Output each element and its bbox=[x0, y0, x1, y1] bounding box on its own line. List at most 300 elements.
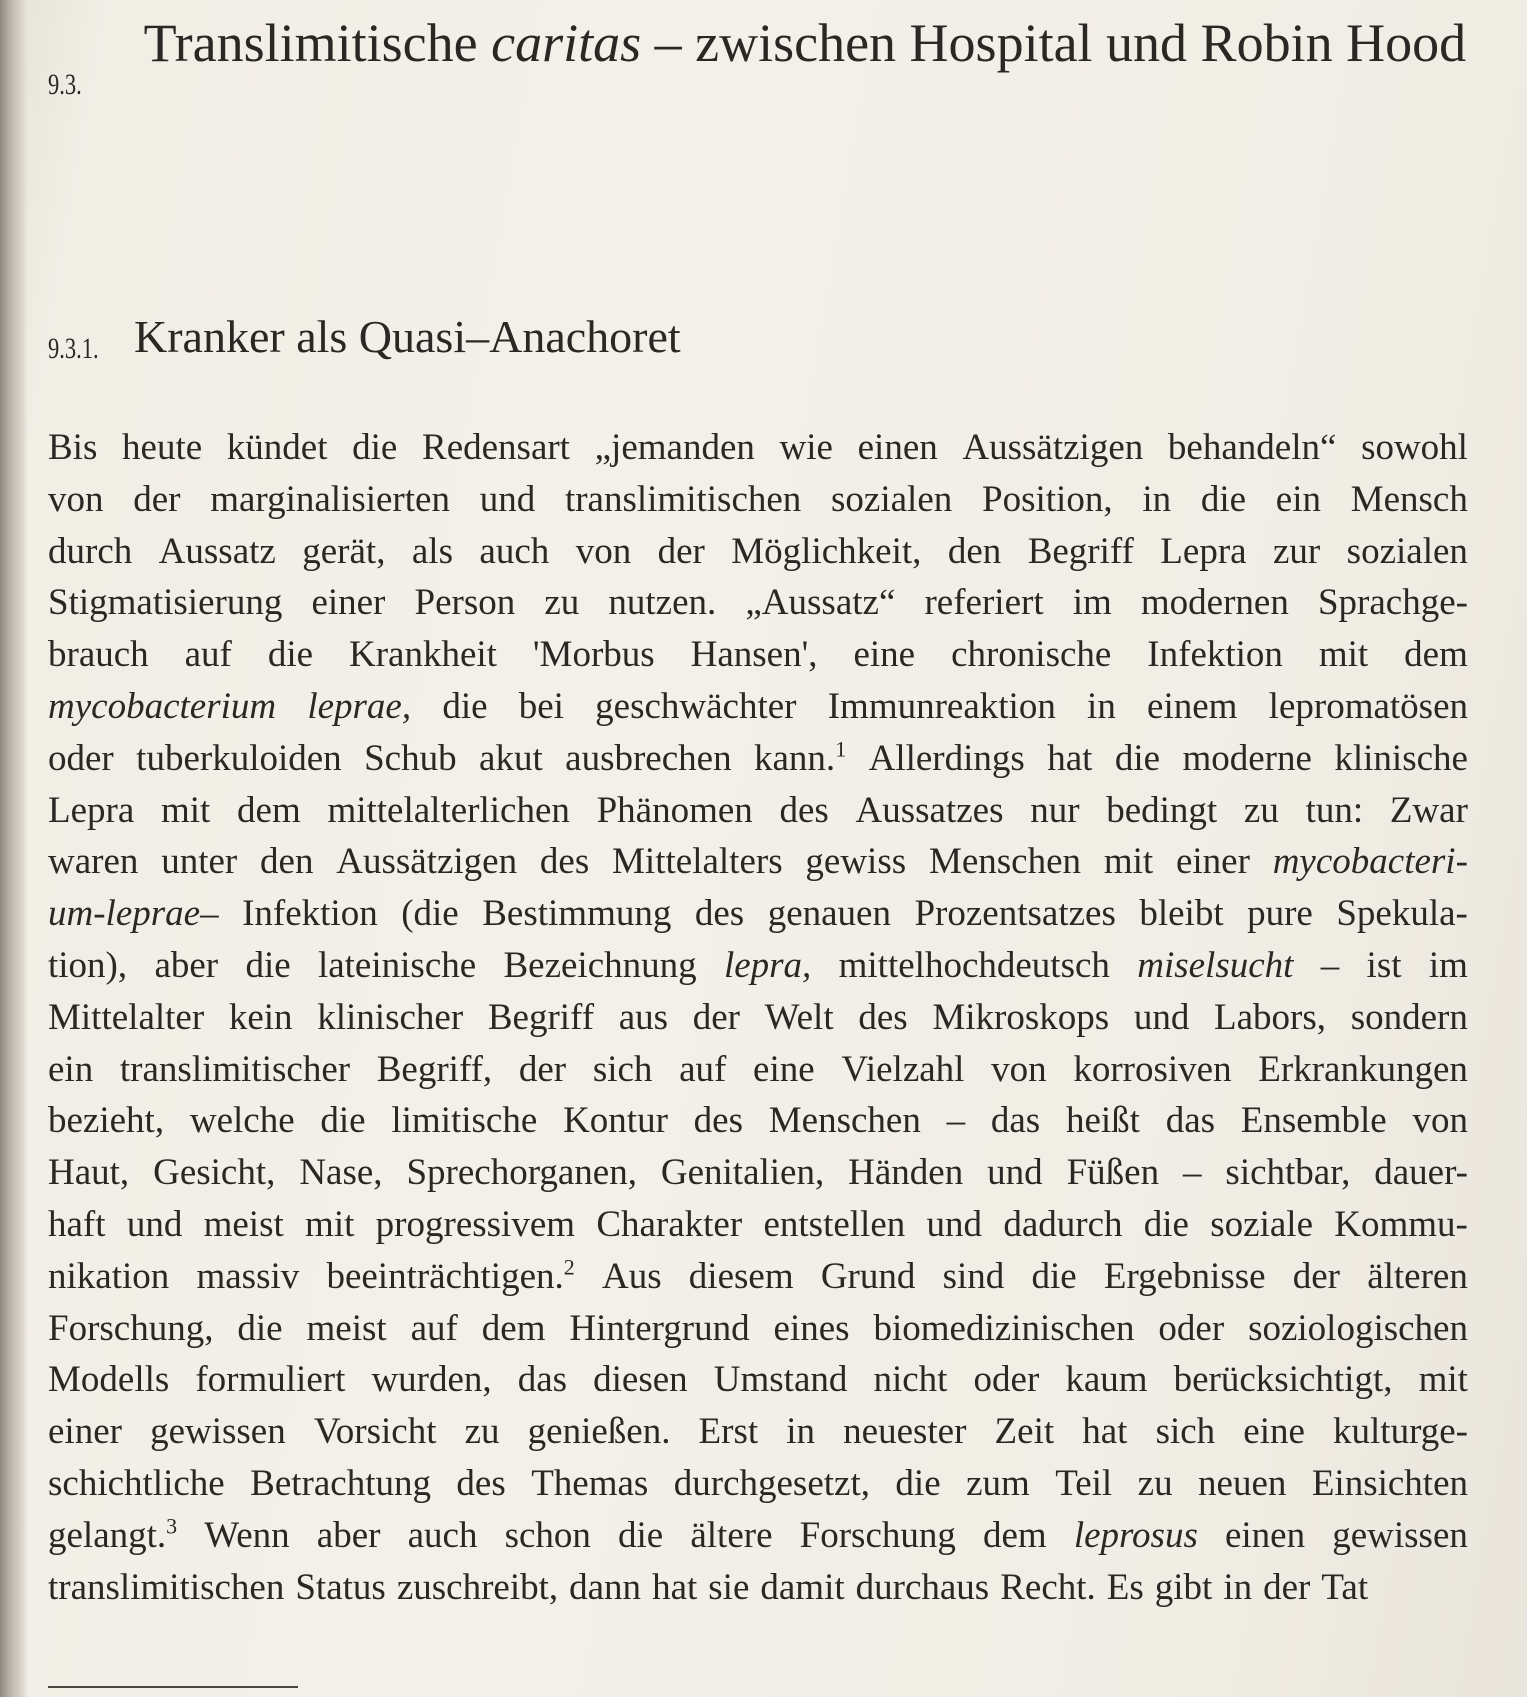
word-text: in bbox=[1223, 1566, 1253, 1608]
word bbox=[1198, 1458, 1286, 1510]
word-text: Themas bbox=[531, 1462, 649, 1504]
word bbox=[1137, 940, 1293, 992]
word-text: genauen bbox=[767, 893, 891, 935]
word-text: Infektion bbox=[1147, 634, 1283, 676]
word bbox=[1334, 1199, 1468, 1251]
word-text: Haut, bbox=[48, 1152, 130, 1194]
word-text: aber bbox=[316, 1514, 381, 1556]
word bbox=[196, 1251, 299, 1303]
word bbox=[1106, 785, 1217, 837]
word bbox=[1258, 1044, 1468, 1096]
word-text: mittelhochdeutsch bbox=[838, 944, 1110, 986]
word-text: als bbox=[411, 530, 453, 572]
word bbox=[674, 1458, 870, 1510]
word bbox=[569, 1303, 749, 1355]
footnote-separator-rule bbox=[48, 1686, 298, 1688]
word bbox=[1158, 1303, 1224, 1355]
word bbox=[48, 1354, 169, 1406]
word bbox=[1031, 1251, 1076, 1303]
word-text: Umstand bbox=[713, 1359, 848, 1401]
word-text: Mensch bbox=[1350, 478, 1468, 520]
word-text: und bbox=[926, 1203, 983, 1245]
word bbox=[873, 1354, 947, 1406]
word bbox=[1276, 474, 1321, 526]
word bbox=[982, 474, 1113, 526]
word bbox=[853, 629, 915, 681]
word bbox=[1139, 888, 1223, 940]
word bbox=[839, 940, 1110, 992]
word bbox=[48, 836, 138, 888]
word bbox=[1073, 577, 1112, 629]
word-text: neuester bbox=[843, 1411, 967, 1453]
section-number: 9.3. bbox=[48, 68, 82, 101]
word-text: und bbox=[126, 1203, 183, 1245]
word-text: Zwar bbox=[1389, 789, 1468, 831]
word-text: zu bbox=[1243, 789, 1279, 831]
word-text: die bbox=[618, 1514, 664, 1556]
word bbox=[914, 888, 1115, 940]
word bbox=[237, 785, 301, 837]
word bbox=[204, 1199, 284, 1251]
word bbox=[780, 422, 833, 474]
word bbox=[250, 1458, 431, 1510]
word bbox=[442, 681, 487, 733]
word bbox=[563, 1095, 668, 1147]
word bbox=[962, 422, 1143, 474]
word bbox=[1156, 1406, 1216, 1458]
word-text: Prozentsatzes bbox=[914, 893, 1116, 935]
word bbox=[1273, 526, 1320, 578]
word bbox=[1225, 1147, 1350, 1199]
text-line bbox=[48, 681, 1468, 733]
word bbox=[1183, 1147, 1202, 1199]
text-line bbox=[48, 992, 1468, 1044]
word bbox=[317, 992, 463, 1044]
word-text: Begriff bbox=[1027, 530, 1134, 572]
word bbox=[652, 1562, 697, 1614]
word-text: – bbox=[1320, 944, 1340, 986]
word-text: Welt bbox=[764, 996, 834, 1038]
word bbox=[593, 1354, 688, 1406]
word-text: der bbox=[692, 996, 740, 1038]
body-paragraph bbox=[48, 422, 1468, 1613]
word-text: chronische bbox=[951, 634, 1112, 676]
word bbox=[48, 785, 134, 837]
word bbox=[391, 1095, 537, 1147]
word bbox=[1244, 785, 1279, 837]
word bbox=[983, 1510, 1047, 1562]
word-text: die bbox=[895, 1462, 941, 1504]
word-text: von bbox=[48, 478, 104, 520]
word-text: nikation bbox=[48, 1255, 170, 1297]
word bbox=[299, 1147, 382, 1199]
word-text: des bbox=[693, 1100, 743, 1142]
word-text: translimitischen bbox=[564, 478, 802, 520]
word bbox=[1082, 1406, 1127, 1458]
word-text: des bbox=[456, 1462, 506, 1504]
word bbox=[1293, 1251, 1340, 1303]
word-text: Begriff, bbox=[376, 1048, 493, 1090]
word-text: gelangt. bbox=[48, 1514, 167, 1556]
word-text: auch bbox=[479, 530, 550, 572]
word-text: soziale bbox=[1210, 1203, 1313, 1245]
word-text: gibt bbox=[1154, 1566, 1213, 1608]
word-text: kündet bbox=[226, 427, 328, 468]
word-text: Kommu- bbox=[1334, 1203, 1468, 1245]
word bbox=[869, 733, 1025, 785]
word bbox=[828, 681, 1056, 733]
word bbox=[1166, 1095, 1215, 1147]
word-text: sozialen bbox=[831, 478, 953, 520]
word-text: bezieht, bbox=[48, 1100, 165, 1142]
word bbox=[565, 733, 731, 785]
word-text: behandeln“ bbox=[1167, 427, 1337, 468]
word-text: die bbox=[1200, 478, 1247, 520]
word bbox=[805, 836, 906, 888]
word-text: oder bbox=[48, 737, 114, 779]
footnote-marker: 2 bbox=[563, 1254, 575, 1280]
word-text: neuen bbox=[1198, 1462, 1287, 1504]
word bbox=[153, 1147, 275, 1199]
word bbox=[314, 1406, 437, 1458]
word-text: von bbox=[575, 530, 632, 572]
word-text: translimitischen bbox=[48, 1566, 285, 1608]
subsection-title: Kranker als Quasi–Anachoret bbox=[134, 311, 681, 362]
word-text: älteren bbox=[1367, 1255, 1468, 1297]
word bbox=[1404, 629, 1468, 681]
word-text: des bbox=[858, 996, 908, 1038]
word bbox=[754, 733, 846, 785]
word-text: heute bbox=[122, 427, 203, 468]
word-text: tun: bbox=[1305, 789, 1364, 831]
word-text: kulturge- bbox=[1333, 1411, 1468, 1453]
word bbox=[1030, 785, 1079, 837]
word bbox=[1000, 1562, 1096, 1614]
word bbox=[927, 1199, 983, 1251]
word bbox=[1225, 1510, 1305, 1562]
word-text: die bbox=[1114, 737, 1161, 779]
word-text: der bbox=[1292, 1255, 1340, 1297]
word-text: nutzen. bbox=[608, 582, 717, 624]
word bbox=[456, 1458, 505, 1510]
word bbox=[260, 836, 313, 888]
word bbox=[479, 733, 543, 785]
word bbox=[1319, 629, 1368, 681]
word-text: gewissen bbox=[1332, 1514, 1468, 1556]
word bbox=[210, 474, 450, 526]
word-text: Menschen bbox=[768, 1100, 921, 1142]
word-text: auf bbox=[679, 1048, 727, 1090]
word bbox=[690, 1510, 772, 1562]
word bbox=[1104, 1251, 1266, 1303]
word bbox=[1174, 1354, 1393, 1406]
word-text: Forschung bbox=[799, 1514, 956, 1556]
word-text: kann. bbox=[754, 737, 836, 779]
word-text: miselsucht bbox=[1137, 944, 1294, 986]
word-text: klinische bbox=[1334, 737, 1468, 779]
word-text: im bbox=[1428, 944, 1468, 986]
word-text: eines bbox=[773, 1307, 850, 1349]
word bbox=[831, 474, 952, 526]
word-text: massiv bbox=[196, 1255, 300, 1297]
word bbox=[1390, 785, 1468, 837]
word bbox=[1361, 422, 1468, 474]
word-text: unter bbox=[161, 841, 238, 883]
word bbox=[406, 1147, 637, 1199]
word-text: dem bbox=[1404, 634, 1468, 676]
word-text: Händen bbox=[848, 1152, 964, 1194]
word-text: hat bbox=[1082, 1411, 1128, 1453]
word-text: im bbox=[1072, 582, 1112, 624]
word-text: von bbox=[991, 1048, 1047, 1090]
word bbox=[364, 733, 457, 785]
word bbox=[947, 1095, 966, 1147]
section-title bbox=[144, 10, 1468, 76]
word-text: Erkrankungen bbox=[1258, 1048, 1468, 1090]
word bbox=[195, 1354, 345, 1406]
word bbox=[352, 422, 397, 474]
word-text: lepra, bbox=[723, 944, 812, 986]
word bbox=[658, 526, 705, 578]
word-text: wie bbox=[779, 427, 833, 468]
word-text: Einsichten bbox=[1311, 1462, 1468, 1504]
word bbox=[311, 577, 385, 629]
word bbox=[136, 733, 342, 785]
text-line bbox=[48, 836, 1468, 888]
word-text: einer bbox=[311, 582, 386, 624]
word bbox=[150, 1406, 286, 1458]
word bbox=[1168, 422, 1336, 474]
word-text: durch bbox=[48, 530, 133, 572]
subsection-number: 9.3.1. bbox=[48, 332, 99, 365]
word-text: mit bbox=[1318, 634, 1369, 676]
word-text: in bbox=[1142, 478, 1172, 520]
word bbox=[318, 940, 476, 992]
word-text: das bbox=[990, 1100, 1041, 1142]
word-text: biomedizinischen bbox=[873, 1307, 1135, 1349]
word bbox=[161, 785, 210, 837]
word bbox=[48, 1044, 93, 1096]
word-text: Bestimmung bbox=[482, 893, 672, 935]
word bbox=[765, 992, 834, 1044]
word bbox=[305, 1199, 354, 1251]
word bbox=[612, 836, 783, 888]
word bbox=[48, 1562, 284, 1614]
word bbox=[480, 474, 536, 526]
word-text: 'Morbus bbox=[532, 634, 655, 676]
word-text: die bbox=[237, 1307, 283, 1349]
word-text: leprae, bbox=[307, 685, 412, 727]
word bbox=[48, 681, 276, 733]
word-text: die bbox=[442, 685, 488, 727]
word bbox=[843, 1406, 966, 1458]
word bbox=[479, 526, 549, 578]
word-text: lepromatösen bbox=[1268, 685, 1468, 727]
word-text: Teil bbox=[1055, 1462, 1113, 1504]
word-text: aber bbox=[154, 944, 219, 986]
word-text: sozialen bbox=[1346, 530, 1468, 572]
word bbox=[895, 1458, 940, 1510]
word-text: hat bbox=[652, 1566, 698, 1608]
word bbox=[48, 474, 104, 526]
word-text: Wenn bbox=[204, 1514, 290, 1556]
word bbox=[856, 1562, 990, 1614]
word-text: Aus bbox=[601, 1255, 662, 1297]
word bbox=[465, 1406, 500, 1458]
word bbox=[488, 992, 594, 1044]
word bbox=[48, 1251, 169, 1303]
word bbox=[565, 474, 801, 526]
word bbox=[48, 1095, 164, 1147]
word bbox=[1003, 1199, 1122, 1251]
word-text: schichtliche bbox=[48, 1462, 225, 1504]
word bbox=[1429, 940, 1468, 992]
word-text: auch bbox=[407, 1514, 478, 1556]
word-text: meist bbox=[306, 1307, 387, 1349]
word bbox=[349, 629, 497, 681]
word-text: Bis bbox=[48, 427, 98, 468]
word bbox=[376, 1199, 575, 1251]
word bbox=[1147, 629, 1283, 681]
word-text: sondern bbox=[1350, 996, 1468, 1038]
text-line bbox=[48, 1458, 1468, 1510]
word-text: Lepra bbox=[1160, 530, 1247, 572]
word-text: eine bbox=[753, 1048, 815, 1090]
word-text: ein bbox=[1275, 478, 1321, 520]
word-text: der bbox=[133, 478, 181, 520]
word-text: leprosus bbox=[1073, 1514, 1198, 1556]
word-text: Recht. bbox=[1000, 1566, 1096, 1608]
word-text: mittelalterlichen bbox=[327, 789, 570, 831]
word bbox=[295, 1562, 385, 1614]
word-text: Bezeichnung bbox=[503, 944, 697, 986]
word bbox=[679, 1044, 726, 1096]
word bbox=[1223, 1562, 1252, 1614]
word bbox=[1306, 785, 1364, 837]
word-text: zu bbox=[464, 1411, 500, 1453]
word-text: bleibt bbox=[1139, 893, 1224, 935]
word bbox=[377, 1044, 492, 1096]
word bbox=[1269, 681, 1468, 733]
text-line bbox=[48, 422, 1468, 474]
word bbox=[159, 526, 276, 578]
word-text: Modells bbox=[48, 1359, 170, 1401]
word-text: genießen. bbox=[527, 1411, 671, 1453]
word-text: Krankheit bbox=[348, 634, 497, 676]
text-line bbox=[48, 1354, 1468, 1406]
word bbox=[848, 1147, 963, 1199]
word bbox=[1243, 1406, 1305, 1458]
word-text: Erst bbox=[698, 1411, 759, 1453]
word-text: translimitischer bbox=[119, 1048, 351, 1090]
word bbox=[1115, 733, 1160, 785]
word-text: Hintergrund bbox=[569, 1307, 750, 1349]
word bbox=[48, 940, 127, 992]
word-text: gewissen bbox=[150, 1411, 286, 1453]
word bbox=[1182, 733, 1311, 785]
word bbox=[1347, 526, 1468, 578]
word-text: eine bbox=[1243, 1411, 1305, 1453]
word bbox=[929, 836, 1081, 888]
word-text: Vielzahl bbox=[841, 1048, 965, 1090]
word bbox=[1263, 1562, 1310, 1614]
word bbox=[48, 888, 219, 940]
word bbox=[661, 1147, 824, 1199]
word-text: berücksichtigt, bbox=[1173, 1359, 1393, 1401]
word bbox=[48, 629, 149, 681]
word-text: eine bbox=[853, 634, 916, 676]
word-text: und bbox=[479, 478, 536, 520]
word bbox=[1248, 1303, 1468, 1355]
word bbox=[1351, 474, 1468, 526]
word bbox=[1321, 940, 1340, 992]
word bbox=[482, 888, 671, 940]
word-text: Forschung, bbox=[48, 1307, 214, 1349]
word bbox=[122, 422, 202, 474]
word bbox=[873, 1303, 1134, 1355]
word bbox=[268, 629, 313, 681]
text-line bbox=[48, 1095, 1468, 1147]
word-text: einem bbox=[1147, 685, 1238, 727]
word-text: Immunreaktion bbox=[827, 685, 1056, 727]
word-text: moderne bbox=[1182, 737, 1312, 779]
word bbox=[1367, 1251, 1468, 1303]
word bbox=[694, 1095, 743, 1147]
word bbox=[1334, 733, 1468, 785]
word bbox=[422, 422, 570, 474]
word-text: zur bbox=[1273, 530, 1321, 572]
word-text: das bbox=[517, 1359, 568, 1401]
word-text: auf bbox=[184, 634, 232, 676]
word-text: der bbox=[518, 1048, 567, 1090]
word bbox=[190, 1095, 295, 1147]
word-text: sind bbox=[942, 1255, 1005, 1297]
footnote-marker: 3 bbox=[166, 1513, 178, 1539]
word bbox=[618, 1510, 663, 1562]
text-line bbox=[48, 940, 1468, 992]
word bbox=[48, 1147, 129, 1199]
word-text: aus bbox=[618, 996, 669, 1038]
word-text: bei bbox=[518, 685, 564, 727]
word-text: zum bbox=[966, 1462, 1030, 1504]
word bbox=[1087, 681, 1116, 733]
word-text: in bbox=[786, 1411, 816, 1453]
section-heading-9-3 bbox=[48, 10, 1468, 102]
word bbox=[48, 422, 97, 474]
word bbox=[397, 1562, 558, 1614]
word bbox=[326, 1251, 574, 1303]
word-text: Betrachtung bbox=[250, 1462, 431, 1504]
word-text: sie bbox=[708, 1566, 750, 1608]
word bbox=[1312, 1458, 1468, 1510]
word-text: das bbox=[1165, 1100, 1216, 1142]
word bbox=[1067, 1147, 1160, 1199]
word bbox=[412, 526, 453, 578]
text-line bbox=[48, 1199, 1468, 1251]
word-text: diesen bbox=[593, 1359, 688, 1401]
word-text: Mittelalters bbox=[612, 841, 783, 883]
word bbox=[768, 888, 891, 940]
word bbox=[1066, 1095, 1140, 1147]
word bbox=[1147, 681, 1237, 733]
word bbox=[974, 1354, 1040, 1406]
subsection-heading-9-3-1 bbox=[48, 308, 1468, 366]
word-text: meist bbox=[203, 1203, 284, 1245]
word bbox=[1412, 1095, 1468, 1147]
word-text: akut bbox=[479, 737, 543, 779]
section-title-part-1: Translimitische bbox=[143, 13, 492, 73]
word-text: welche bbox=[189, 1100, 295, 1142]
